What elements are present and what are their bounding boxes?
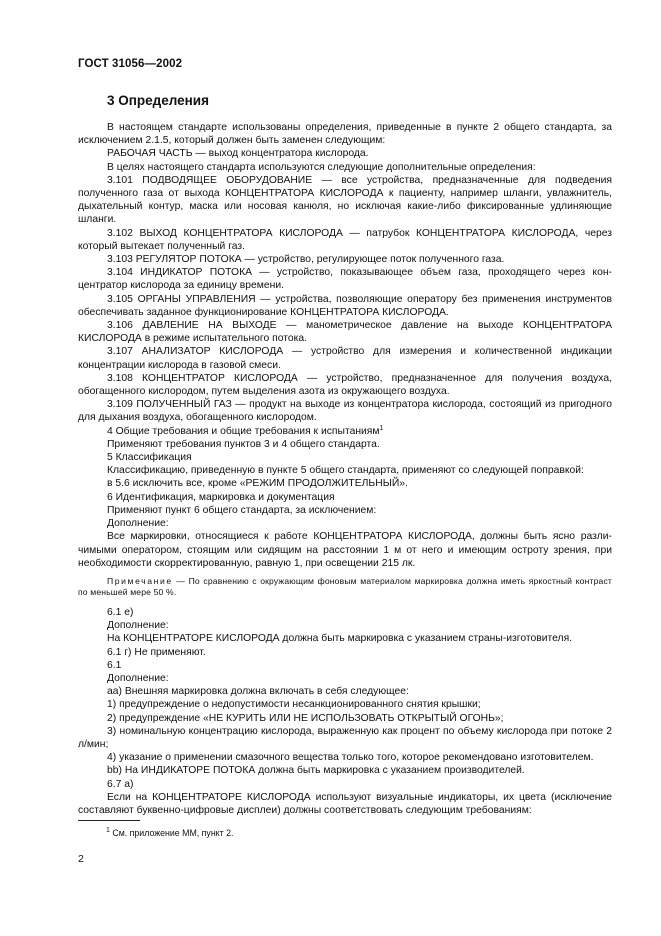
definition-3-103: 3.103 РЕГУЛЯТОР ПОТОКА — устройство, регулирующее поток полученного газа. [107,254,505,266]
heading-4-text: 4 Общие требования и общие требования к испытаниям [107,425,380,437]
definition-3-105: 3.105 ОРГАНЫ УПРАВЛЕНИЯ — устройства, позволяющие оператору без применения инструментов обеспечивать заданное функционирование КОНЦЕНТРАТОРА КИСЛОРОДА. [78,293,612,318]
paragraph: Дополнение: [107,518,169,530]
definition-3-107: 3.107 АНАЛИЗАТОР КИСЛОРОДА — устройство для измерения и количественной индикации концентрации кислорода в газовой смеси. [78,346,612,371]
paragraph: Применяют требования пунктов 3 и 4 общего стандарта. [107,438,380,450]
definition-3-106: 3.106 ДАВЛЕНИЕ НА ВЫХОДЕ — манометрическое давление на выходе КОНЦЕНТРАТОРА КИСЛОРОДА в режиме испытательного потока. [78,320,612,345]
paragraph: Дополнение: [107,672,169,684]
body-text [78,121,612,817]
paragraph: 6.1 е) [107,606,134,618]
paragraph: На КОНЦЕНТРАТОРЕ КИСЛОРОДА должна быть маркировка с указанием страны-изготовителя. [107,633,573,645]
heading-6: 6 Идентификация, маркировка и документация [107,491,335,503]
heading-5: 5 Классификация [107,452,192,464]
list-item: 4) указание о применении смазочного вещества только того, которое рекомендовано изготовителем. [107,752,594,764]
note-label: Примечание [107,575,173,586]
standard-header: ГОСТ 31056—2002 [78,58,183,70]
paragraph: Дополнение: [107,620,169,632]
footnote-text: См. приложение ММ, пункт 2. [109,828,234,838]
definition-3-101: 3.101 ПОДВОДЯЩЕЕ ОБОРУДОВАНИЕ — все устройства, предназначенные для подведения полученного газа от выхода КОНЦЕНТРАТОРА КИСЛОРОДА к пациенту, например шланги, увлажнитель, дыхательный контур, маска или носовая канюля, но исключая какие-либо фиксированные удлиняющие шланги. [78,174,612,226]
page-number: 2 [78,853,84,865]
paragraph: Классификацию, приведенную в пункте 5 общего стандарта, применяют со следующей поправкой: [107,465,584,477]
list-item: 1) предупреждение о недопустимости несанкционированного снятия крышки; [107,699,481,711]
paragraph: bb) На ИНДИКАТОРЕ ПОТОКА должна быть маркировка с указанием производителей. [107,765,525,777]
paragraph: в 5.6 исключить все, кроме «РЕЖИМ ПРОДОЛЖИТЕЛЬНЫЙ». [107,478,408,490]
paragraph: В настоящем стандарте использованы определения, приведенные в пункте 2 общего стандарта, за исключением 2.1.5, который должен быть заменен следующим: [78,122,612,147]
list-item: 3) номинальную концентрацию кислорода, выраженную как процент по объему кислорода при потоке 2 л/мин; [78,725,612,750]
heading-4 [78,425,612,438]
paragraph: РАБОЧАЯ ЧАСТЬ — выход концентратора кислорода. [107,148,369,160]
footnote [106,828,233,838]
definition-3-108: 3.108 КОНЦЕНТРАТОР КИСЛОРОДА — устройство, предназначенное для получения воздуха, обогащенного кислородом, путем выделения азота из окружающего воздуха. [78,372,612,398]
footnote-divider [78,820,140,821]
paragraph: 6.1 г) Не применяют. [107,646,206,658]
footnote-mark: 1 [106,827,110,834]
definition-3-102: 3.102 ВЫХОД КОНЦЕНТРАТОРА КИСЛОРОДА — патрубок КОНЦЕНТРАТОРА КИСЛОРОДА, через который вытекает полученный газ. [78,227,612,252]
paragraph: аа) Внешняя маркировка должна включать в себя следующее: [107,686,409,698]
paragraph: Применяют пункт 6 общего стандарта, за исключением: [107,504,377,516]
note [78,576,612,599]
paragraph: В целях настоящего стандарта используются следующие дополнительные определения: [107,161,536,173]
paragraph: 6.1 [107,659,122,671]
section-title: 3 Определения [107,93,209,108]
paragraph: Если на КОНЦЕНТРАТОРЕ КИСЛОРОДА используют визуальные индикаторы, их цвета (исключение составляют буквенно-цифровые дисплеи) должны соответствовать следующим требованиям: [78,791,612,816]
note-text: — По сравнению с окружающим фоновым материалом маркировка должна иметь яркостный контраст по меньшей мере 50 %. [78,575,612,598]
definition-3-104: 3.104 ИНДИКАТОР ПОТОКА — устройство, показывающее объем газа, проходящего через концентратор кислорода за единицу времени. [78,267,612,292]
footnote-ref: 1 [379,424,384,432]
paragraph: 6.7 а) [107,778,134,790]
list-item: 2) предупреждение «НЕ КУРИТЬ ИЛИ НЕ ИСПОЛЬЗОВАТЬ ОТКРЫТЫЙ ОГОНЬ»; [107,712,504,724]
definition-3-109: 3.109 ПОЛУЧЕННЫЙ ГАЗ — продукт на выходе из концентратора кислорода, состоящий из пригодного для дыхания воздуха, обогащенного кислородом. [78,399,612,424]
paragraph: Все маркировки, относящиеся к работе КОНЦЕНТРАТОРА КИСЛОРОДА, должны быть ясно различимыми оператором, стоящим или сидящим на расстоянии 1 м от него и имеющим остроту зрения, при необходимости скорректированную, равную 1, при освещении 215 лк. [78,531,612,569]
